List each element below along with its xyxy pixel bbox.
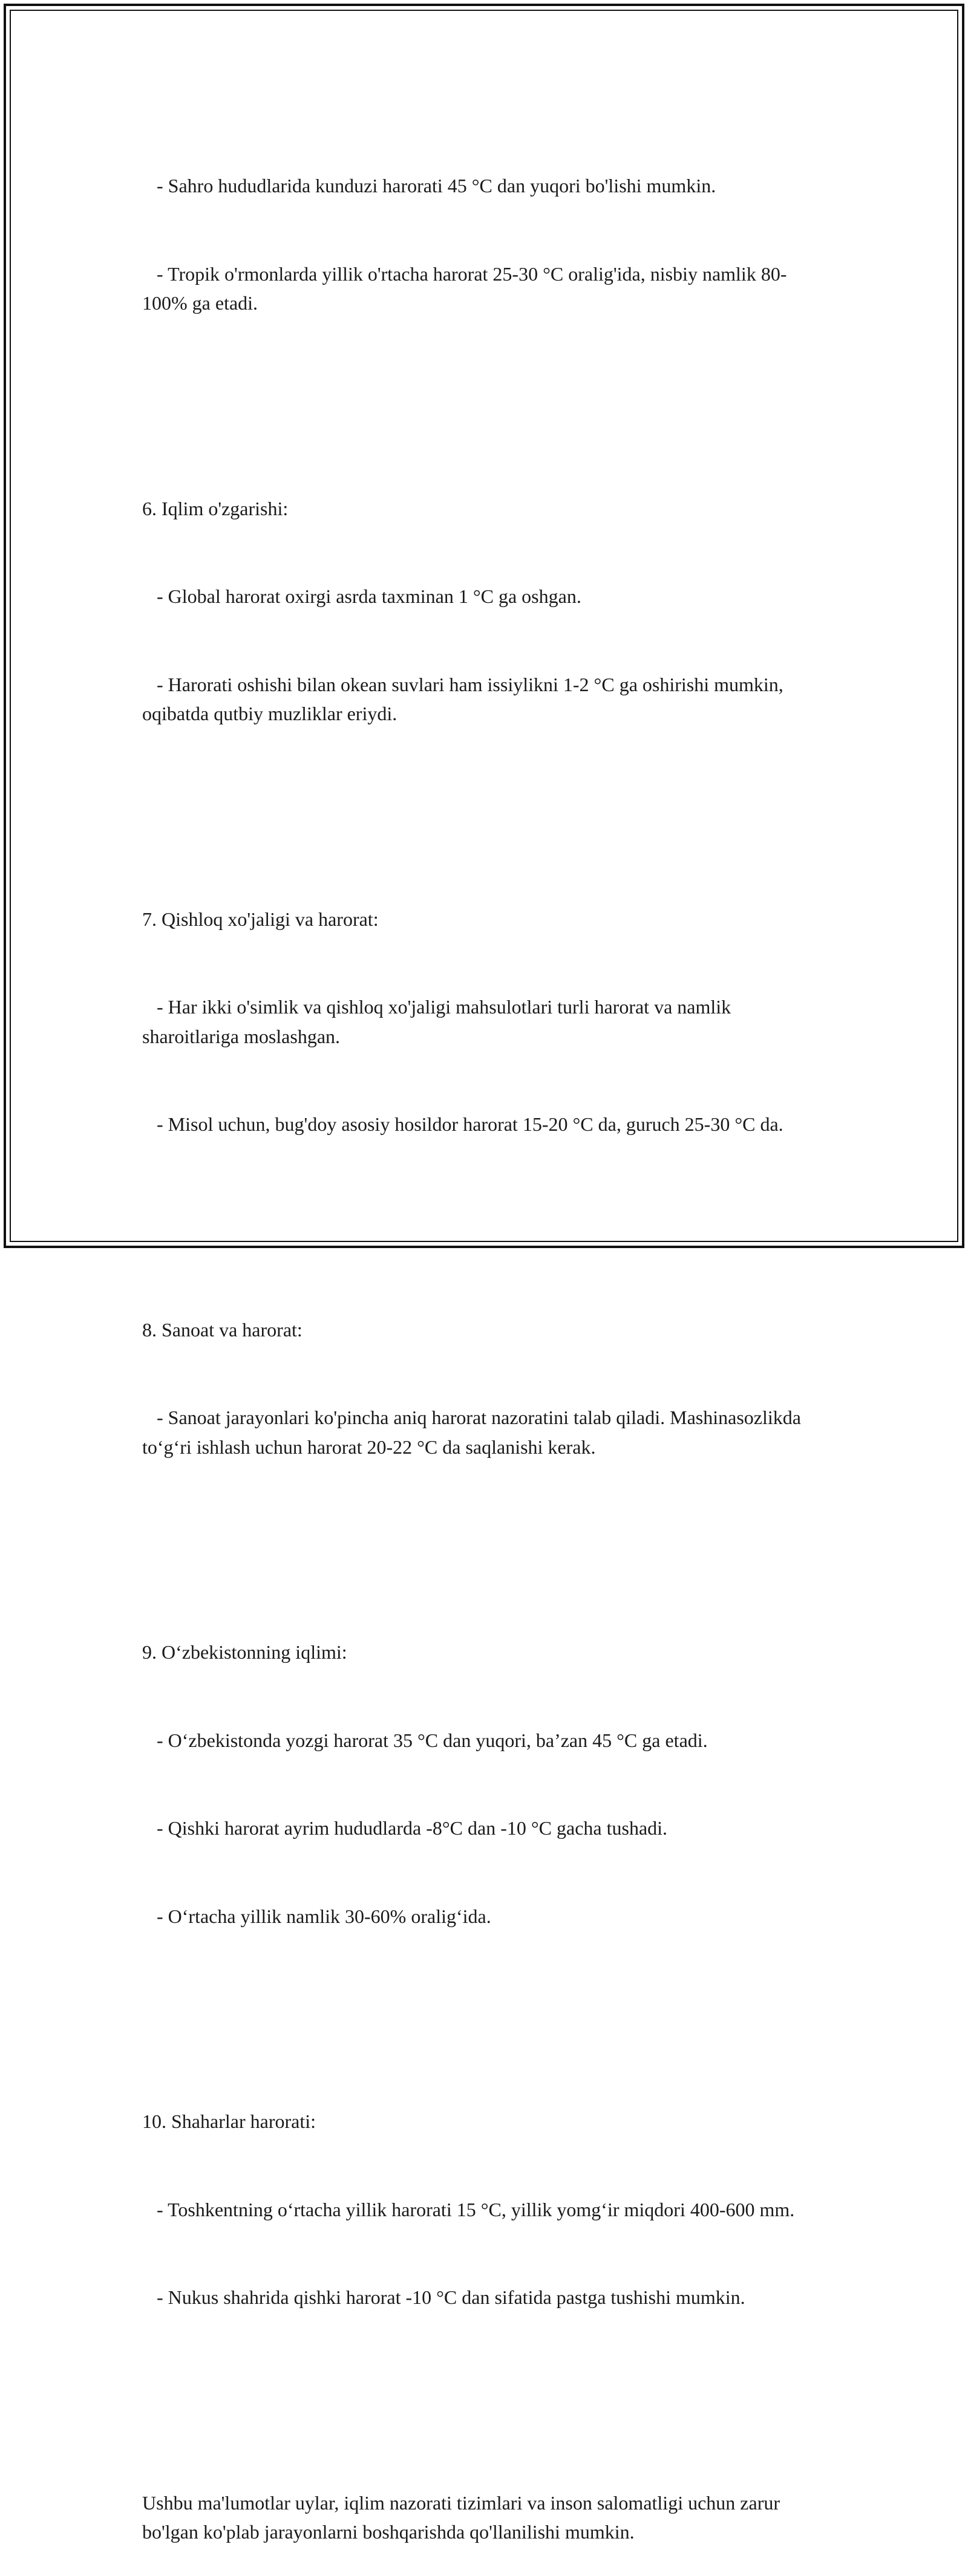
- paragraph-gap: [142, 787, 826, 817]
- bullet-humidity: - O‘rtacha yillik namlik 30-60% oralig‘ida.: [142, 1905, 491, 1927]
- bullet-plant-adaptation: - Har ikki o'simlik va qishloq xo'jaligi mahsulotlari turli harorat va namlik sharoitlariga moslashgan.: [142, 996, 736, 1047]
- paragraph-gap: [142, 377, 826, 406]
- bullet-ocean-warming: - Harorati oshishi bilan okean suvlari ham issiylikni 1-2 °C ga oshirishi mumkin, oqibatda qutbiy muzliklar eriydi.: [142, 673, 788, 724]
- bullet-global-temperature: - Global harorat oxirgi asrda taxminan 1 °C ga oshgan.: [142, 585, 581, 607]
- paragraph-gap: [142, 1520, 826, 1550]
- bullet-tashkent: - Toshkentning o‘rtacha yillik harorati 15 °C, yillik yomg‘ir miqdori 400-600 mm.: [142, 2198, 795, 2220]
- heading-climate-change: 6. Iqlim o'zgarishi:: [142, 497, 289, 519]
- bullet-crop-example: - Misol uchun, bug'doy asosiy hosildor harorat 15-20 °C da, guruch 25-30 °C da.: [142, 1113, 783, 1135]
- bullet-desert: - Sahro hududlarida kunduzi harorati 45 °C dan yuqori bo'lishi mumkin.: [142, 175, 716, 197]
- paragraph-gap: [142, 2371, 826, 2401]
- heading-city-temperatures: 10. Shaharlar harorati:: [142, 2110, 316, 2132]
- paragraph-gap: [142, 1198, 826, 1228]
- bullet-industry-control: - Sanoat jarayonlari ko'pincha aniq harorat nazoratini talab qiladi. Mashinasozlikda to‘g‘ri ishlash uchun harorat 20-22 °C da saqlanishi kerak.: [142, 1407, 806, 1458]
- bullet-nukus: - Nukus shahrida qishki harorat -10 °C dan sifatida pastga tushishi mumkin.: [142, 2286, 745, 2308]
- document-body: [142, 112, 826, 2576]
- heading-agriculture: 7. Qishloq xo'jaligi va harorat:: [142, 908, 379, 930]
- closing-paragraph: Ushbu ma'lumotlar uylar, iqlim nazorati tizimlari va inson salomatligi uchun zarur bo'lgan ko'plab jarayonlarni boshqarishda qo'llanilishi mumkin.: [142, 2491, 785, 2543]
- heading-industry: 8. Sanoat va harorat:: [142, 1318, 302, 1341]
- paragraph-gap: [142, 1989, 826, 2019]
- heading-uzbekistan-climate: 9. O‘zbekistonning iqlimi:: [142, 1641, 347, 1663]
- bullet-summer-temperature: - O‘zbekistonda yozgi harorat 35 °C dan yuqori, ba’zan 45 °C ga etadi.: [142, 1729, 708, 1751]
- bullet-winter-temperature: - Qishki harorat ayrim hududlarda -8°C dan -10 °C gacha tushadi.: [142, 1817, 668, 1839]
- bullet-tropics: - Tropik o'rmonlarda yillik o'rtacha harorat 25-30 °C oralig'ida, nisbiy namlik 80-100% ga etadi.: [142, 262, 787, 314]
